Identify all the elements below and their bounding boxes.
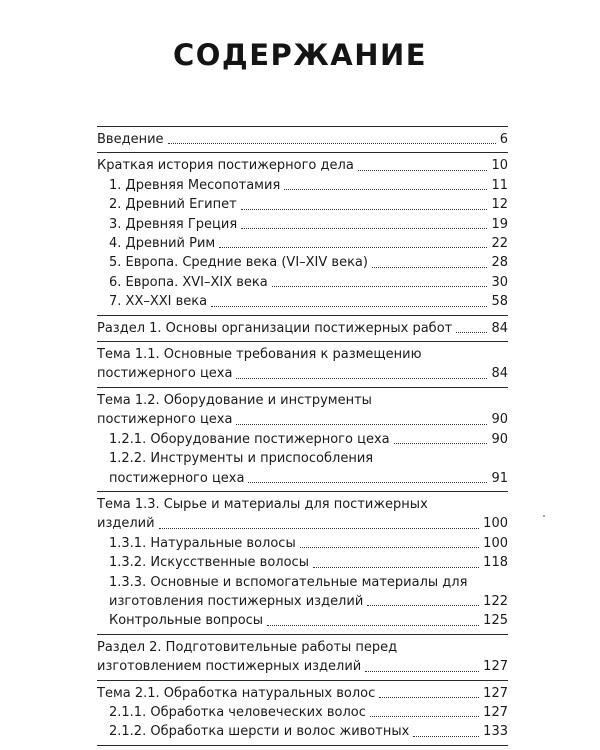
toc-entry: [97, 534, 508, 553]
toc-leader-dots: [168, 143, 496, 144]
toc-entry: [97, 703, 508, 722]
toc-entry: [97, 215, 508, 234]
toc-leader-dots: [272, 286, 488, 287]
toc-entry-title: постижерного цеха: [109, 470, 245, 486]
toc-entry: [97, 130, 508, 149]
toc-page-number: 91: [491, 470, 508, 486]
toc-entry: [97, 410, 508, 429]
toc-entry: [97, 292, 508, 311]
toc-entry: [97, 684, 508, 703]
toc-entry-title: 2.1.2. Обработка шерсти и волос животных: [109, 724, 410, 740]
toc-group: [97, 388, 508, 492]
toc-leader-dots: [365, 671, 479, 672]
toc-entry-title: 1.2.1. Оборудование постижерного цеха: [109, 431, 390, 447]
toc-page-number: 10: [491, 158, 508, 174]
toc-entry-title: Раздел 1. Основы организации постижерных работ: [97, 320, 453, 336]
toc-leader-dots: [372, 267, 487, 268]
toc-leader-dots: [236, 424, 487, 425]
toc-entry: [97, 234, 508, 253]
toc-page-number: 6: [499, 132, 508, 147]
toc-leader-dots: [367, 605, 479, 606]
toc-entry: [97, 722, 508, 741]
toc-page-number: 28: [491, 255, 508, 271]
toc-page-number: 58: [491, 294, 508, 310]
toc-leader-dots: [236, 378, 487, 379]
toc-entry-title: Введение: [97, 132, 164, 147]
toc-group: [97, 316, 508, 342]
toc-leader-dots: [284, 189, 487, 190]
paper-speck: [543, 515, 545, 517]
toc-group: [97, 492, 508, 635]
toc-page-number: 19: [491, 216, 508, 232]
toc-entry: [97, 469, 508, 488]
toc-group: [97, 635, 508, 681]
toc-page-number: 84: [491, 320, 508, 336]
toc-leader-dots: [241, 228, 487, 229]
toc-page-number: 133: [483, 724, 508, 740]
toc-group: [97, 127, 508, 153]
toc-entry: [97, 430, 508, 449]
toc-page-number: 100: [483, 535, 508, 551]
toc-page-number: 100: [483, 516, 508, 532]
toc-page-number: 127: [483, 685, 508, 701]
toc-entry-title: Контрольные вопросы: [109, 613, 264, 629]
page-title: СОДЕРЖАНИЕ: [172, 38, 428, 72]
toc-leader-dots: [159, 528, 480, 529]
toc-entry-title: 4. Древний Рим: [109, 236, 216, 252]
toc-leader-dots: [456, 332, 487, 333]
toc-leader-dots: [413, 736, 479, 737]
toc-leader-dots: [394, 443, 488, 444]
toc-leader-dots: [370, 716, 479, 717]
toc-entry: [97, 391, 508, 410]
toc-group: [97, 153, 508, 315]
toc-entry-title: постижерного цеха: [97, 412, 233, 428]
toc-group: [97, 342, 508, 388]
toc-entry-title: изготовлением постижерных изделий: [97, 659, 362, 675]
toc-entry: [97, 495, 508, 514]
toc-entry: [97, 638, 508, 657]
toc-page-number: 127: [483, 704, 508, 720]
toc-entry: [97, 592, 508, 611]
toc-page-number: 90: [491, 412, 508, 428]
toc-entry-title: Тема 1.2. Оборудование и инструменты: [97, 392, 372, 408]
toc-leader-dots: [219, 247, 487, 248]
toc-page-number: 90: [491, 431, 508, 447]
toc-entry: [97, 449, 508, 468]
toc-leader-dots: [358, 170, 488, 171]
toc-entry-title: постижерного цеха: [97, 366, 233, 382]
toc-page-number: 122: [483, 593, 508, 609]
toc-entry-title: Раздел 2. Подготовительные работы перед: [97, 639, 398, 655]
toc-page-number: 118: [483, 555, 508, 571]
toc-page-number: 125: [483, 613, 508, 629]
toc-group: [97, 681, 508, 746]
toc-leader-dots: [248, 482, 487, 483]
toc-entry: [97, 364, 508, 383]
toc-entry-title: 2. Древний Египет: [109, 197, 237, 213]
toc-page-number: 12: [491, 197, 508, 213]
toc-leader-dots: [267, 625, 479, 626]
toc-entry-title: 3. Древняя Греция: [109, 216, 238, 232]
toc-entry-title: изготовления постижерных изделий: [109, 593, 364, 609]
toc-entry-title: Тема 1.3. Сырье и материалы для постижерных: [97, 496, 428, 512]
toc-entry: [97, 195, 508, 214]
toc-entry-title: Тема 2.1. Обработка натуральных волос: [97, 685, 376, 701]
toc-entry-title: изделий: [97, 516, 155, 532]
toc-entry: [97, 573, 508, 592]
toc-entry: [97, 611, 508, 630]
toc-entry: [97, 176, 508, 195]
toc-entry-title: 5. Европа. Средние века (VI–XIV века): [109, 255, 368, 271]
toc-entry-title: 1.3.3. Основные и вспомогательные материалы для: [109, 574, 468, 590]
toc-page-number: 30: [491, 274, 508, 290]
toc-entry: [97, 657, 508, 676]
toc-entry: [97, 553, 508, 572]
toc-entry: [97, 156, 508, 175]
toc-entry-title: 1. Древняя Месопотамия: [109, 177, 281, 193]
toc-leader-dots: [300, 547, 479, 548]
toc-entry-title: Тема 1.1. Основные требования к размещению: [97, 347, 422, 363]
toc-leader-dots: [313, 567, 479, 568]
toc-entry-title: Краткая история постижерного дела: [97, 158, 354, 174]
toc-page-number: 84: [491, 366, 508, 382]
toc-entry: [97, 319, 508, 338]
toc-page-number: 127: [483, 659, 508, 675]
toc-page-number: 22: [491, 236, 508, 252]
toc-entry: [97, 345, 508, 364]
table-of-contents: [97, 126, 508, 746]
toc-entry: [97, 514, 508, 533]
toc-entry-title: 1.3.2. Искусственные волосы: [109, 555, 309, 571]
toc-entry: [97, 273, 508, 292]
toc-entry-title: 7. XX–XXI века: [109, 294, 208, 310]
toc-leader-dots: [241, 209, 488, 210]
toc-entry: [97, 253, 508, 272]
toc-entry-title: 1.3.1. Натуральные волосы: [109, 535, 296, 551]
toc-leader-dots: [211, 306, 487, 307]
toc-entry-title: 6. Европа. XVI–XIX века: [109, 274, 268, 290]
toc-entry-title: 1.2.2. Инструменты и приспособления: [109, 451, 374, 467]
toc-entry-title: 2.1.1. Обработка человеческих волос: [109, 704, 366, 720]
toc-leader-dots: [379, 697, 479, 698]
toc-page-number: 11: [491, 177, 508, 193]
